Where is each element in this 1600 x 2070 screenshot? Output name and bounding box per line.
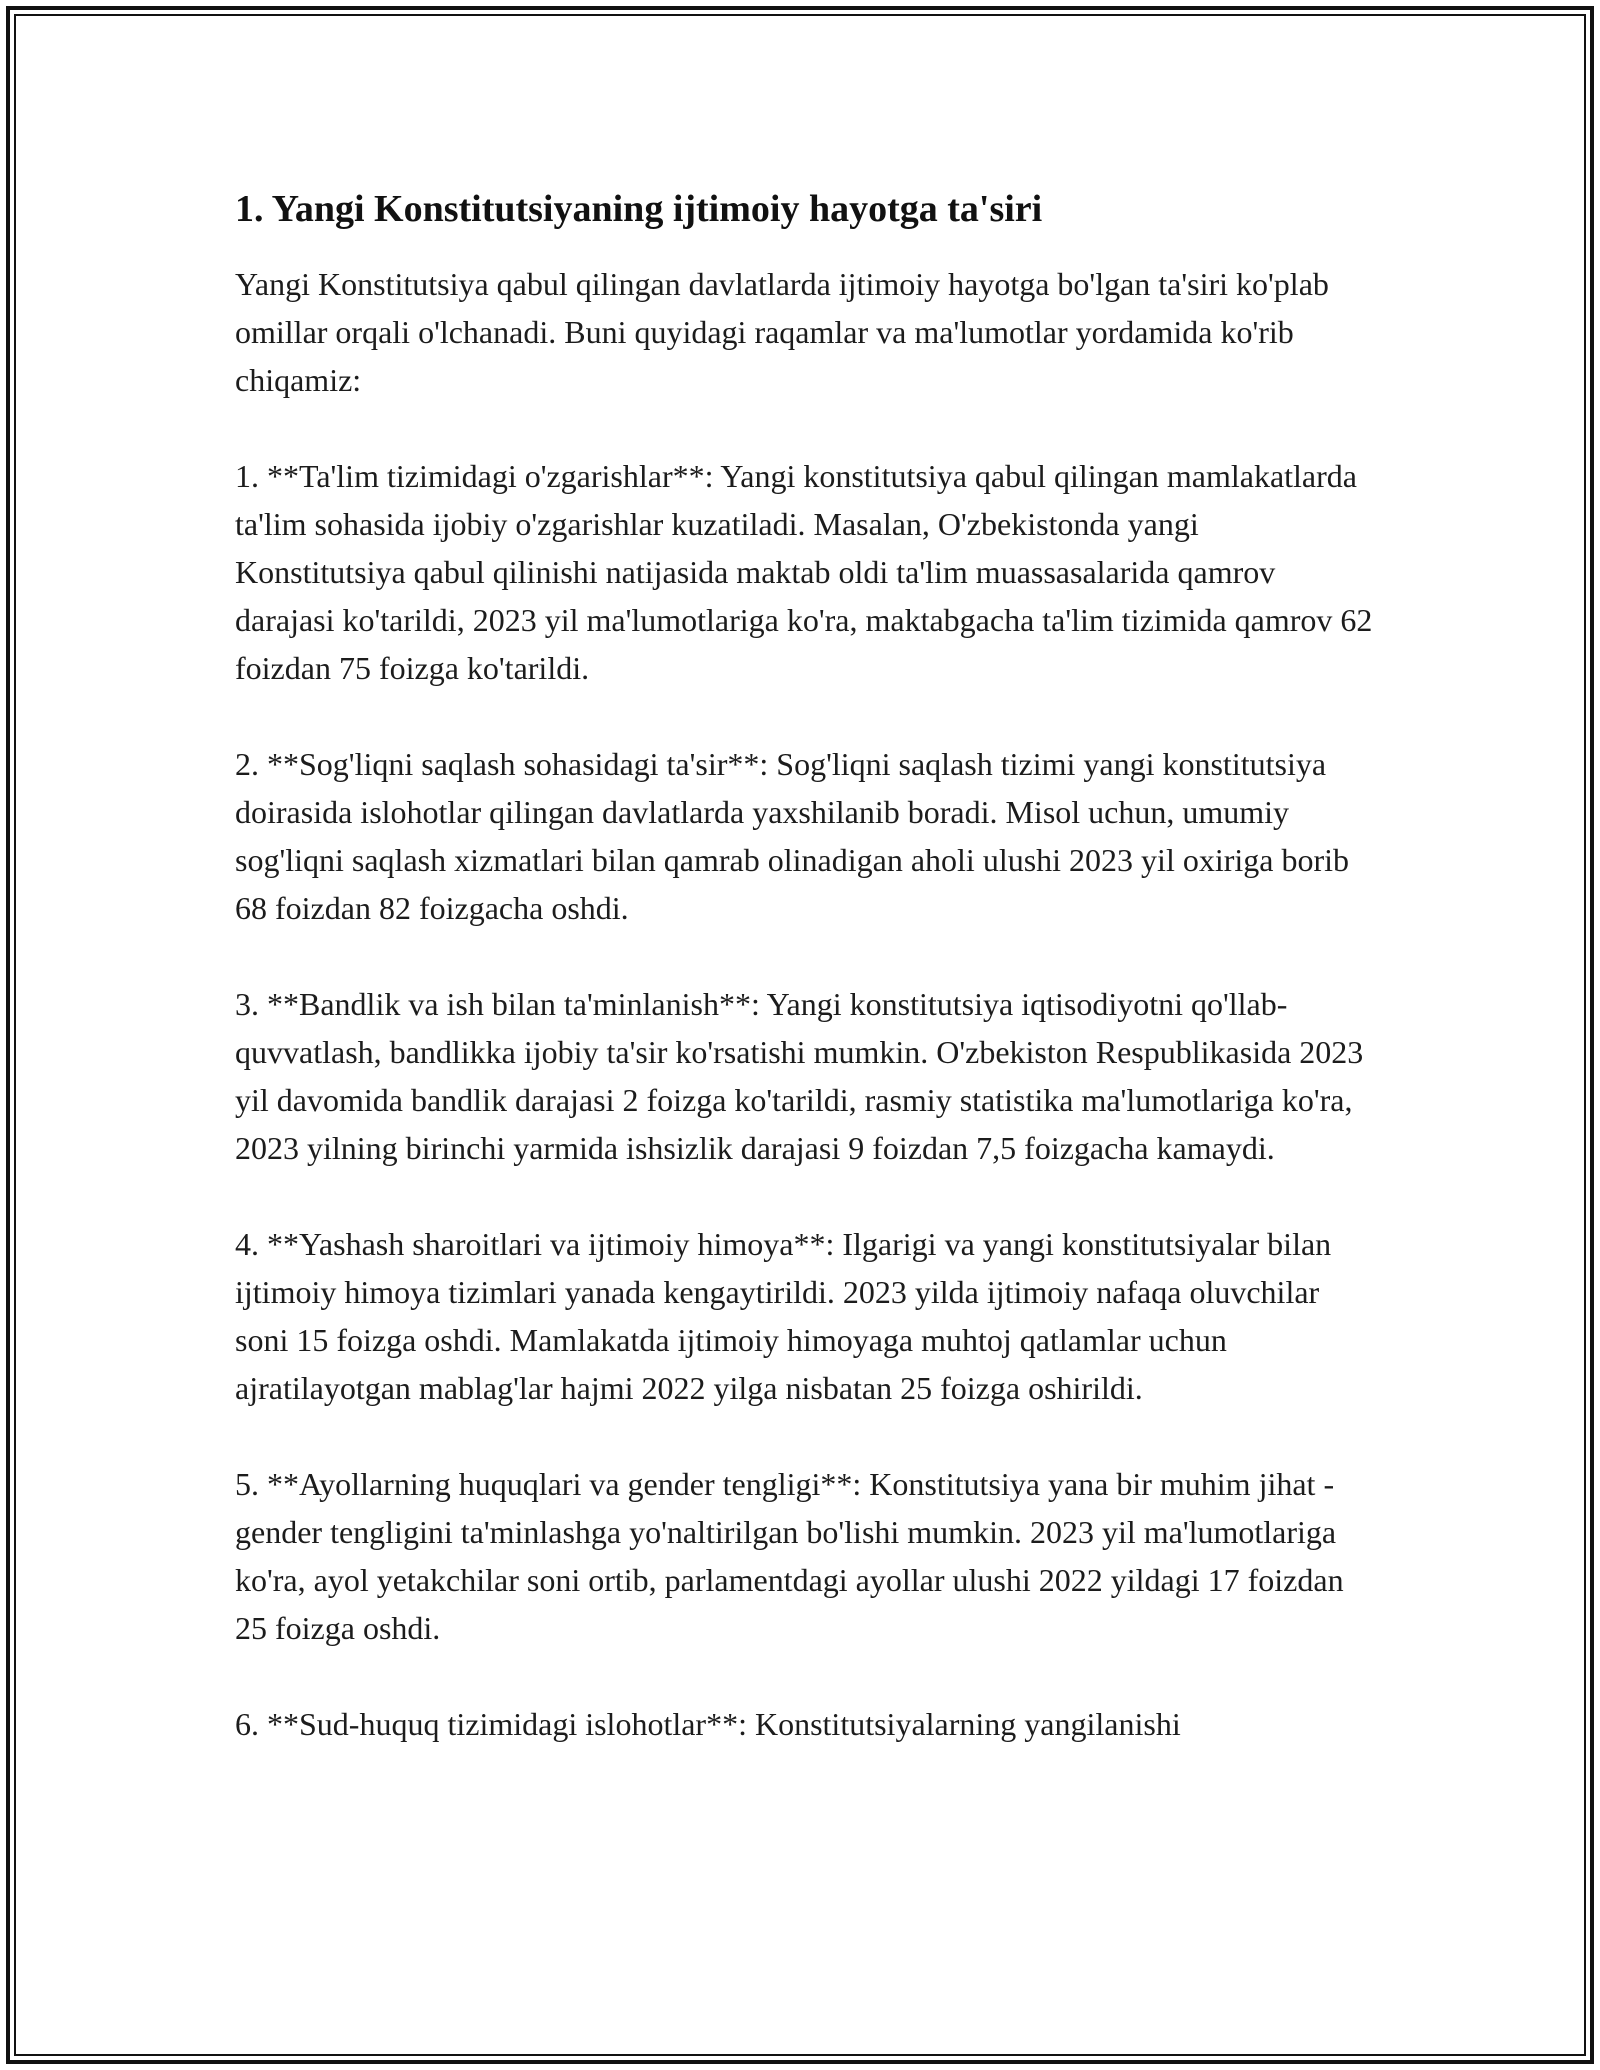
document-body xyxy=(235,185,1375,1748)
paragraph-education: 1. **Ta'lim tizimidagi o'zgarishlar**: Yangi konstitutsiya qabul qilingan mamlakatlarda ta'lim sohasida ijobiy o'zgarishlar kuzatiladi. Masalan, O'zbekistonda yangi Konstitutsiya qabul qilinishi natijasida maktab oldi ta'lim muassasalarida qamrov darajasi ko'tarildi, 2023 yil ma'lumotlariga ko'ra, maktabgacha ta'lim tizimida qamrov 62 foizdan 75 foizga ko'tarildi. xyxy=(235,458,1373,687)
paragraph-judicial-reforms: 6. **Sud-huquq tizimidagi islohotlar**: Konstitutsiyalarning yangilanishi xyxy=(235,1706,1181,1743)
paragraph-healthcare: 2. **Sog'liqni saqlash sohasidagi ta'sir**: Sog'liqni saqlash tizimi yangi konstitutsiya doirasida islohotlar qilingan davlatlarda yaxshilanib boradi. Misol uchun, umumiy sog'liqni saqlash xizmatlari bilan qamrab olinadigan aholi ulushi 2023 yil oxiriga borib 68 foizdan 82 foizgacha oshdi. xyxy=(235,746,1350,927)
paragraph-social-protection: 4. **Yashash sharoitlari va ijtimoiy himoya**: Ilgarigi va yangi konstitutsiyalar bilan ijtimoiy himoya tizimlari yanada kengaytirildi. 2023 yilda ijtimoiy nafaqa oluvchilar soni 15 foizga oshdi. Mamlakatda ijtimoiy himoyaga muhtoj qatlamlar uchun ajratilayotgan mablag'lar hajmi 2022 yilga nisbatan 25 foizga oshirildi. xyxy=(235,1226,1332,1407)
intro-paragraph: Yangi Konstitutsiya qabul qilingan davlatlarda ijtimoiy hayotga bo'lgan ta'siri ko'plab omillar orqali o'lchanadi. Buni quyidagi raqamlar va ma'lumotlar yordamida ko'rib chiqamiz: xyxy=(235,266,1329,399)
section-heading: 1. Yangi Konstitutsiyaning ijtimoiy hayotga ta'siri xyxy=(235,188,1043,230)
paragraph-employment: 3. **Bandlik va ish bilan ta'minlanish**: Yangi konstitutsiya iqtisodiyotni qo'llab-quvvatlash, bandlikka ijobiy ta'sir ko'rsatishi mumkin. O'zbekiston Respublikasida 2023 yil davomida bandlik darajasi 2 foizga ko'tarildi, rasmiy statistika ma'lumotlariga ko'ra, 2023 yilning birinchi yarmida ishsizlik darajasi 9 foizdan 7,5 foizgacha kamaydi. xyxy=(235,986,1364,1167)
paragraph-gender-equality: 5. **Ayollarning huquqlari va gender tengligi**: Konstitutsiya yana bir muhim jihat - gender tengligini ta'minlashga yo'naltirilgan bo'lishi mumkin. 2023 yil ma'lumotlariga ko'ra, ayol yetakchilar soni ortib, parlamentdagi ayollar ulushi 2022 yildagi 17 foizdan 25 foizga oshdi. xyxy=(235,1466,1344,1647)
